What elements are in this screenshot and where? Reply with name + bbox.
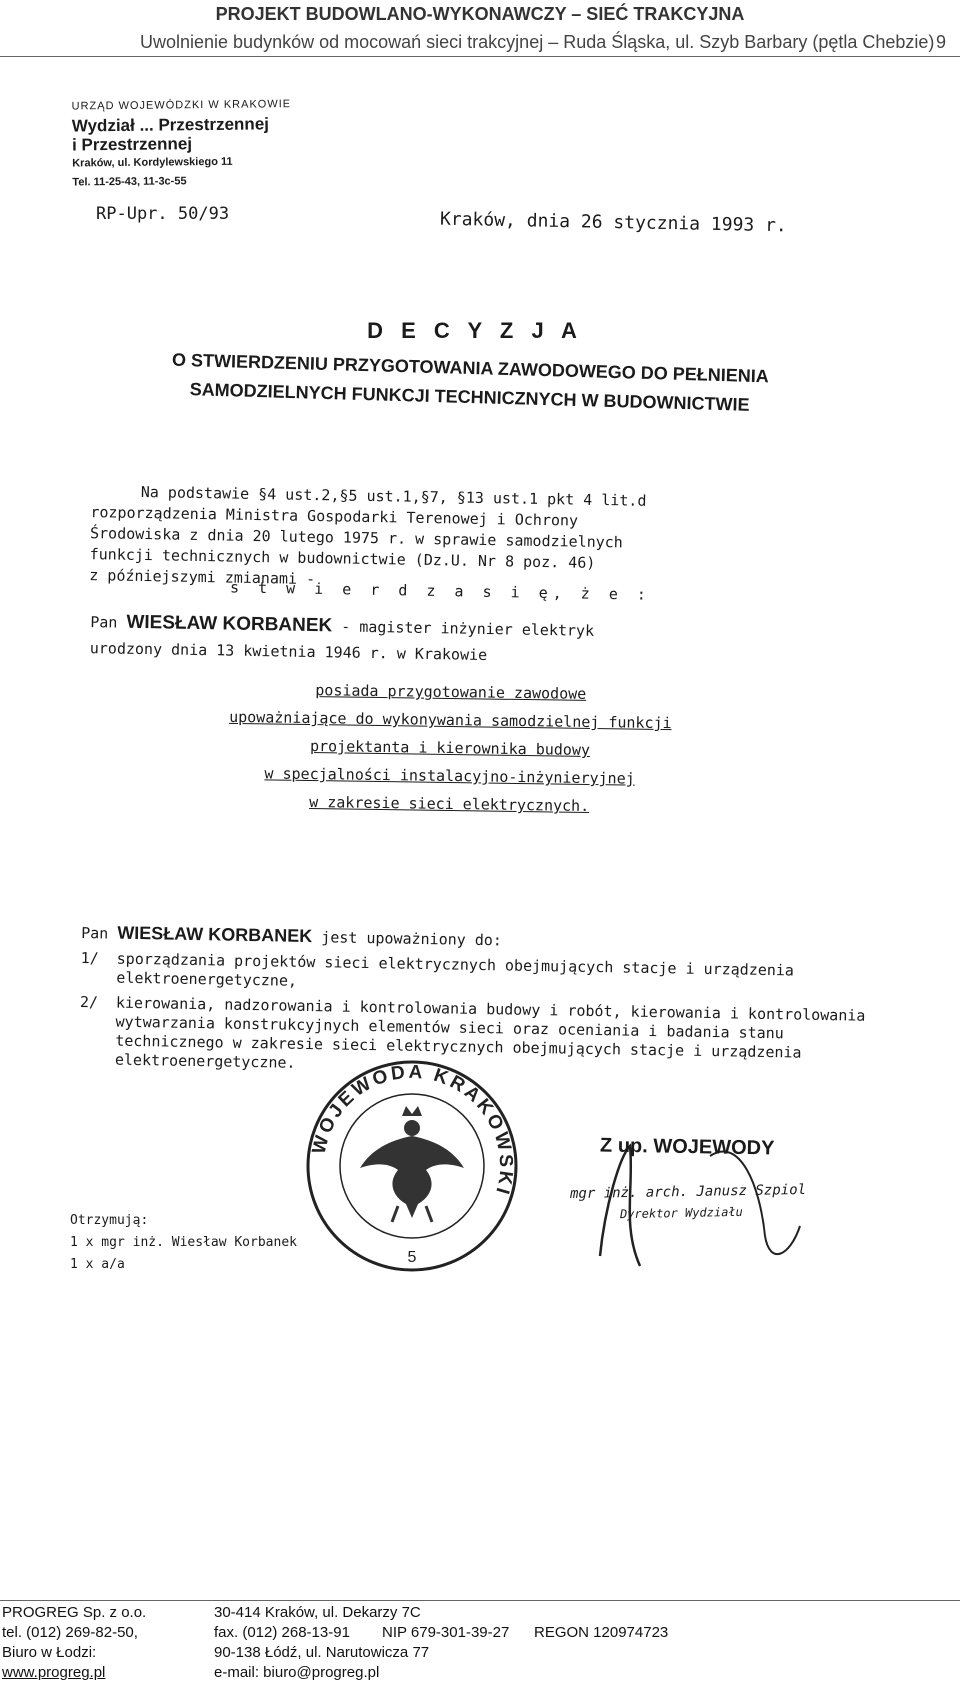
person-title: - magister inżynier elektryk (341, 617, 595, 640)
office-line: URZĄD WOJEWÓDZKI W KRAKOWIE (71, 98, 292, 113)
recipients (70, 1210, 297, 1276)
reference-number: RP-Upr. 50/93 (96, 204, 230, 224)
office-line: i Przestrzennej (71, 134, 193, 155)
page-footer (0, 1600, 960, 1681)
item-number: 1/ (80, 949, 99, 968)
qualification-line: w zakresie sieci elektrycznych. (309, 793, 590, 815)
footer-regon: REGON 120974723 (534, 1624, 669, 1641)
office-line: Kraków, ul. Kordylewskiego 11 (72, 155, 233, 170)
person-birth: urodzony dnia 13 kwietnia 1946 r. w Krakowie (89, 639, 488, 665)
authorization-suffix: jest upoważniony do: (321, 928, 503, 950)
recipients-label: Otrzymują: (70, 1213, 149, 1228)
legal-basis-line: rozporządzenia Ministra Gospodarki Terenowej i Ochrony (90, 503, 579, 530)
item-text: sporządzania projektów sieci elektrycznych obejmujących stacje i urządzenia elektroenergetyczne, (116, 949, 795, 990)
legal-basis-line: z późniejszymi zmianami - (89, 566, 316, 589)
qualification-line: w specjalności instalacyjno-inżynieryjnej (264, 764, 635, 788)
stwierdza-line: s t w i e r d z a s i ę, ż e : (229, 578, 652, 604)
eagle-emblem-icon (360, 1106, 464, 1222)
person-name: WIESŁAW KORBANEK (126, 611, 333, 637)
qualification-line: projektanta i kierownika budowy (309, 737, 591, 759)
project-subtitle: Uwolnienie budynków od mocowań sieci trakcyjnej – Ruda Śląska, ul. Szyb Barbary (pętla Chebzie) (140, 32, 935, 52)
footer-nip: NIP 679-301-39-27 (382, 1624, 510, 1641)
office-line: Tel. 11-25-43, 11-3c-55 (72, 175, 187, 189)
footer-website-link[interactable]: www.progreg.pl (2, 1664, 106, 1681)
signature-role: Z up. WOJEWODY (599, 1134, 775, 1160)
recipient-line: 1 x a/a (70, 1257, 125, 1272)
document-date: Kraków, dnia 26 stycznia 1993 r. (439, 208, 787, 237)
footer-tel: tel. (012) 269-82-50, (2, 1624, 138, 1641)
qualification-line: posiada przygotowanie zawodowe (315, 681, 587, 703)
footer-fax: fax. (012) 268-13-91 (214, 1624, 350, 1641)
person-info (90, 609, 881, 675)
legal-basis-line: Środowiska z dnia 20 lutego 1975 r. w sprawie samodzielnych (89, 524, 623, 552)
document-title: D E C Y Z J A (367, 318, 583, 343)
legal-basis-line: Na podstawie §4 ust.2,§5 ust.1,§7, §13 ust.1 pkt 4 lit.d (140, 482, 647, 510)
page-header (0, 0, 960, 57)
authorization-item (80, 949, 881, 1001)
footer-address-krakow: 30-414 Kraków, ul. Dekarzy 7C (214, 1604, 421, 1621)
official-seal (302, 1056, 522, 1276)
document-heading: O STWIERDZENIU PRZYGOTOWANIA ZAWODOWEGO DO PEŁNIENIA SAMODZIELNYCH FUNKCJI TECHNICZNYCH W BUDOWNICTWIE (171, 349, 770, 415)
footer-email[interactable]: e-mail: biuro@progreg.pl (214, 1664, 380, 1681)
item-number: 2/ (79, 993, 99, 1012)
office-line: Wydział ... Przestrzennej (71, 114, 270, 136)
page-number: 9 (935, 32, 946, 52)
legal-basis-line: funkcji technicznych w budownictwie (Dz.U. Nr 8 poz. 46) (89, 545, 596, 572)
scanned-decision-document (60, 96, 890, 1376)
qualification-line: upoważniające do wykonywania samodzielnej funkcji (229, 707, 672, 733)
seal-number: 5 (407, 1249, 417, 1266)
footer-company: PROGREG Sp. z o.o. (2, 1604, 147, 1621)
signer-position: Dyrektor Wydziału (619, 1204, 743, 1222)
authorization-name: WIESŁAW KORBANEK (117, 922, 313, 947)
footer-address-lodz: 90-138 Łódź, ul. Narutowicza 77 (214, 1644, 430, 1661)
item-text: kierowania, nadzorowania i kontrolowania budowy i robót, kierowania i kontrolowania wytwarzania konstrukcyjnych elementów sieci oraz oceniania i badania stanu technicznego w zakresie sieci elektrycznych obejmujących stacje i urządzenia elektroenergetyczne. (114, 993, 866, 1072)
person-prefix: Pan (90, 613, 118, 632)
authorization-prefix: Pan (81, 924, 109, 943)
footer-branch: Biuro w Łodzi: (2, 1644, 97, 1661)
project-title: PROJEKT BUDOWLANO-WYKONAWCZY – SIEĆ TRAKCYJNA (215, 4, 745, 24)
recipient-line: 1 x mgr inż. Wiesław Korbanek (70, 1235, 297, 1250)
seal-text: WOJEWODA KRAKOWSKI (308, 1061, 517, 1200)
qualification-scope (129, 674, 771, 823)
issuing-office-stamp (72, 95, 353, 193)
signer-name: mgr inż. arch. Janusz Szpiol (569, 1181, 807, 1203)
